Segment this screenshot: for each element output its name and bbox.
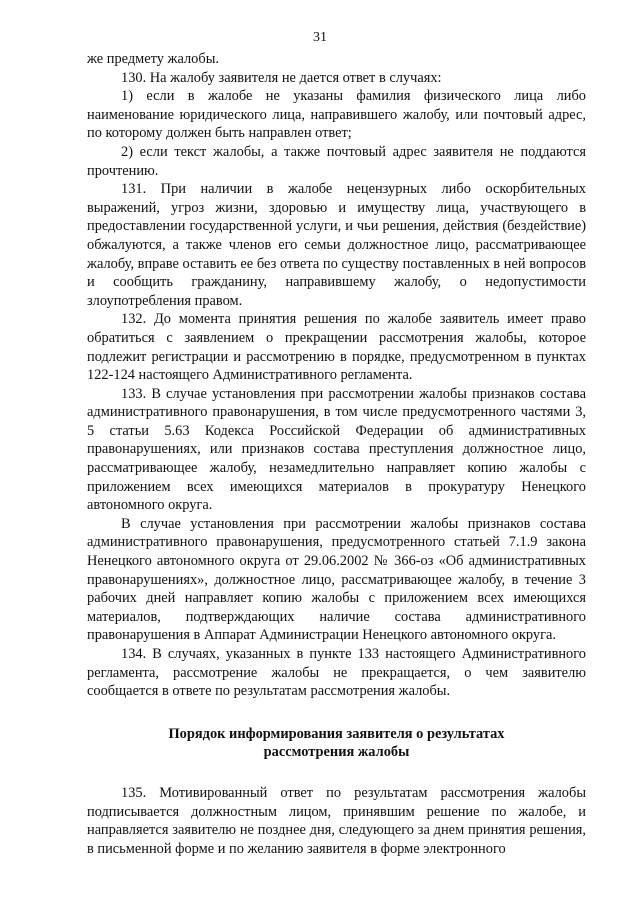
paragraph-135: 135. Мотивированный ответ по результатам рассмотрения жалобы подписывается должностным лицом, принявшим решение по жалобе, и направляется заявителю не позднее дня, следующего за днем принятия решения, в письменной форме и по желанию заявителя в форме электронного <box>87 784 586 857</box>
paragraph-134: 134. В случаях, указанных в пункте 133 настоящего Административного регламента, рассмотрение жалобы не прекращается, о чем заявителю сообщается в ответе по результатам рассмотрения жалобы. <box>87 646 586 700</box>
page-number: 31 <box>313 30 327 45</box>
paragraph-130-item-2: 2) если текст жалобы, а также почтовый адрес заявителя не поддаются прочтению. <box>87 143 586 179</box>
paragraph-133-part-2: В случае установления при рассмотрении жалобы признаков состава административного правонарушения, предусмотренного статьей 7.1.9 закона Ненецкого автономного округа от 29.06.2002 № 366-оз «Об административных правонарушениях», должностное лицо, рассматривающее жалобу, в течение 3 рабочих дней направляет копию жалобы с приложением всех имеющихся материалов, подтверждающих наличие состава административного правонарушения в Аппарат Администрации Ненецкого автономного округа. <box>87 515 586 644</box>
paragraph-130: 130. На жалобу заявителя не дается ответ в случаях: <box>121 69 442 86</box>
paragraph-130-item-1: 1) если в жалобе не указаны фамилия физического лица либо наименование юридического лица, направившего жалобу, или почтовый адрес, по которому должен быть направлен ответ; <box>87 88 586 142</box>
document-body <box>87 50 586 858</box>
section-heading-line-2: рассмотрения жалобы <box>263 744 410 761</box>
paragraph-continuation: же предмету жалобы. <box>87 51 219 67</box>
paragraph-133: 133. В случае установления при рассмотрении жалобы признаков состава административного правонарушения, в том числе предусмотренного частями 3, 5 статьи 5.63 Кодекса Российской Федерации об административных правонарушениях, или признаков состава преступления должностное лицо, рассматривающее жалобу, незамедлительно направляет копию жалобы с приложением всех имеющихся материалов в прокуратуру Ненецкого автономного округа. <box>87 385 586 514</box>
paragraph-131: 131. При наличии в жалобе нецензурных либо оскорбительных выражений, угроз жизни, здоровью и имуществу лица, участвующего в предоставлении государственной услуги, и чьи решения, действия (бездействие) обжалуются, а также членов его семьи должностное лицо, рассматривающее жалобу, вправе оставить ее без ответа по существу поставленных в ней вопросов и сообщить гражданину, направившему жалобу, о недопустимости злоупотребления правом. <box>87 181 586 309</box>
section-heading-line-1: Порядок информирования заявителя о результатах <box>168 725 505 742</box>
paragraph-132: 132. До момента принятия решения по жалобе заявитель имеет право обратиться с заявлением о прекращении рассмотрения жалобы, которое подлежит регистрации и рассмотрению в порядке, предусмотренном в пунктах 122-124 настоящего Административного регламента. <box>87 311 586 384</box>
section-heading <box>87 725 586 762</box>
